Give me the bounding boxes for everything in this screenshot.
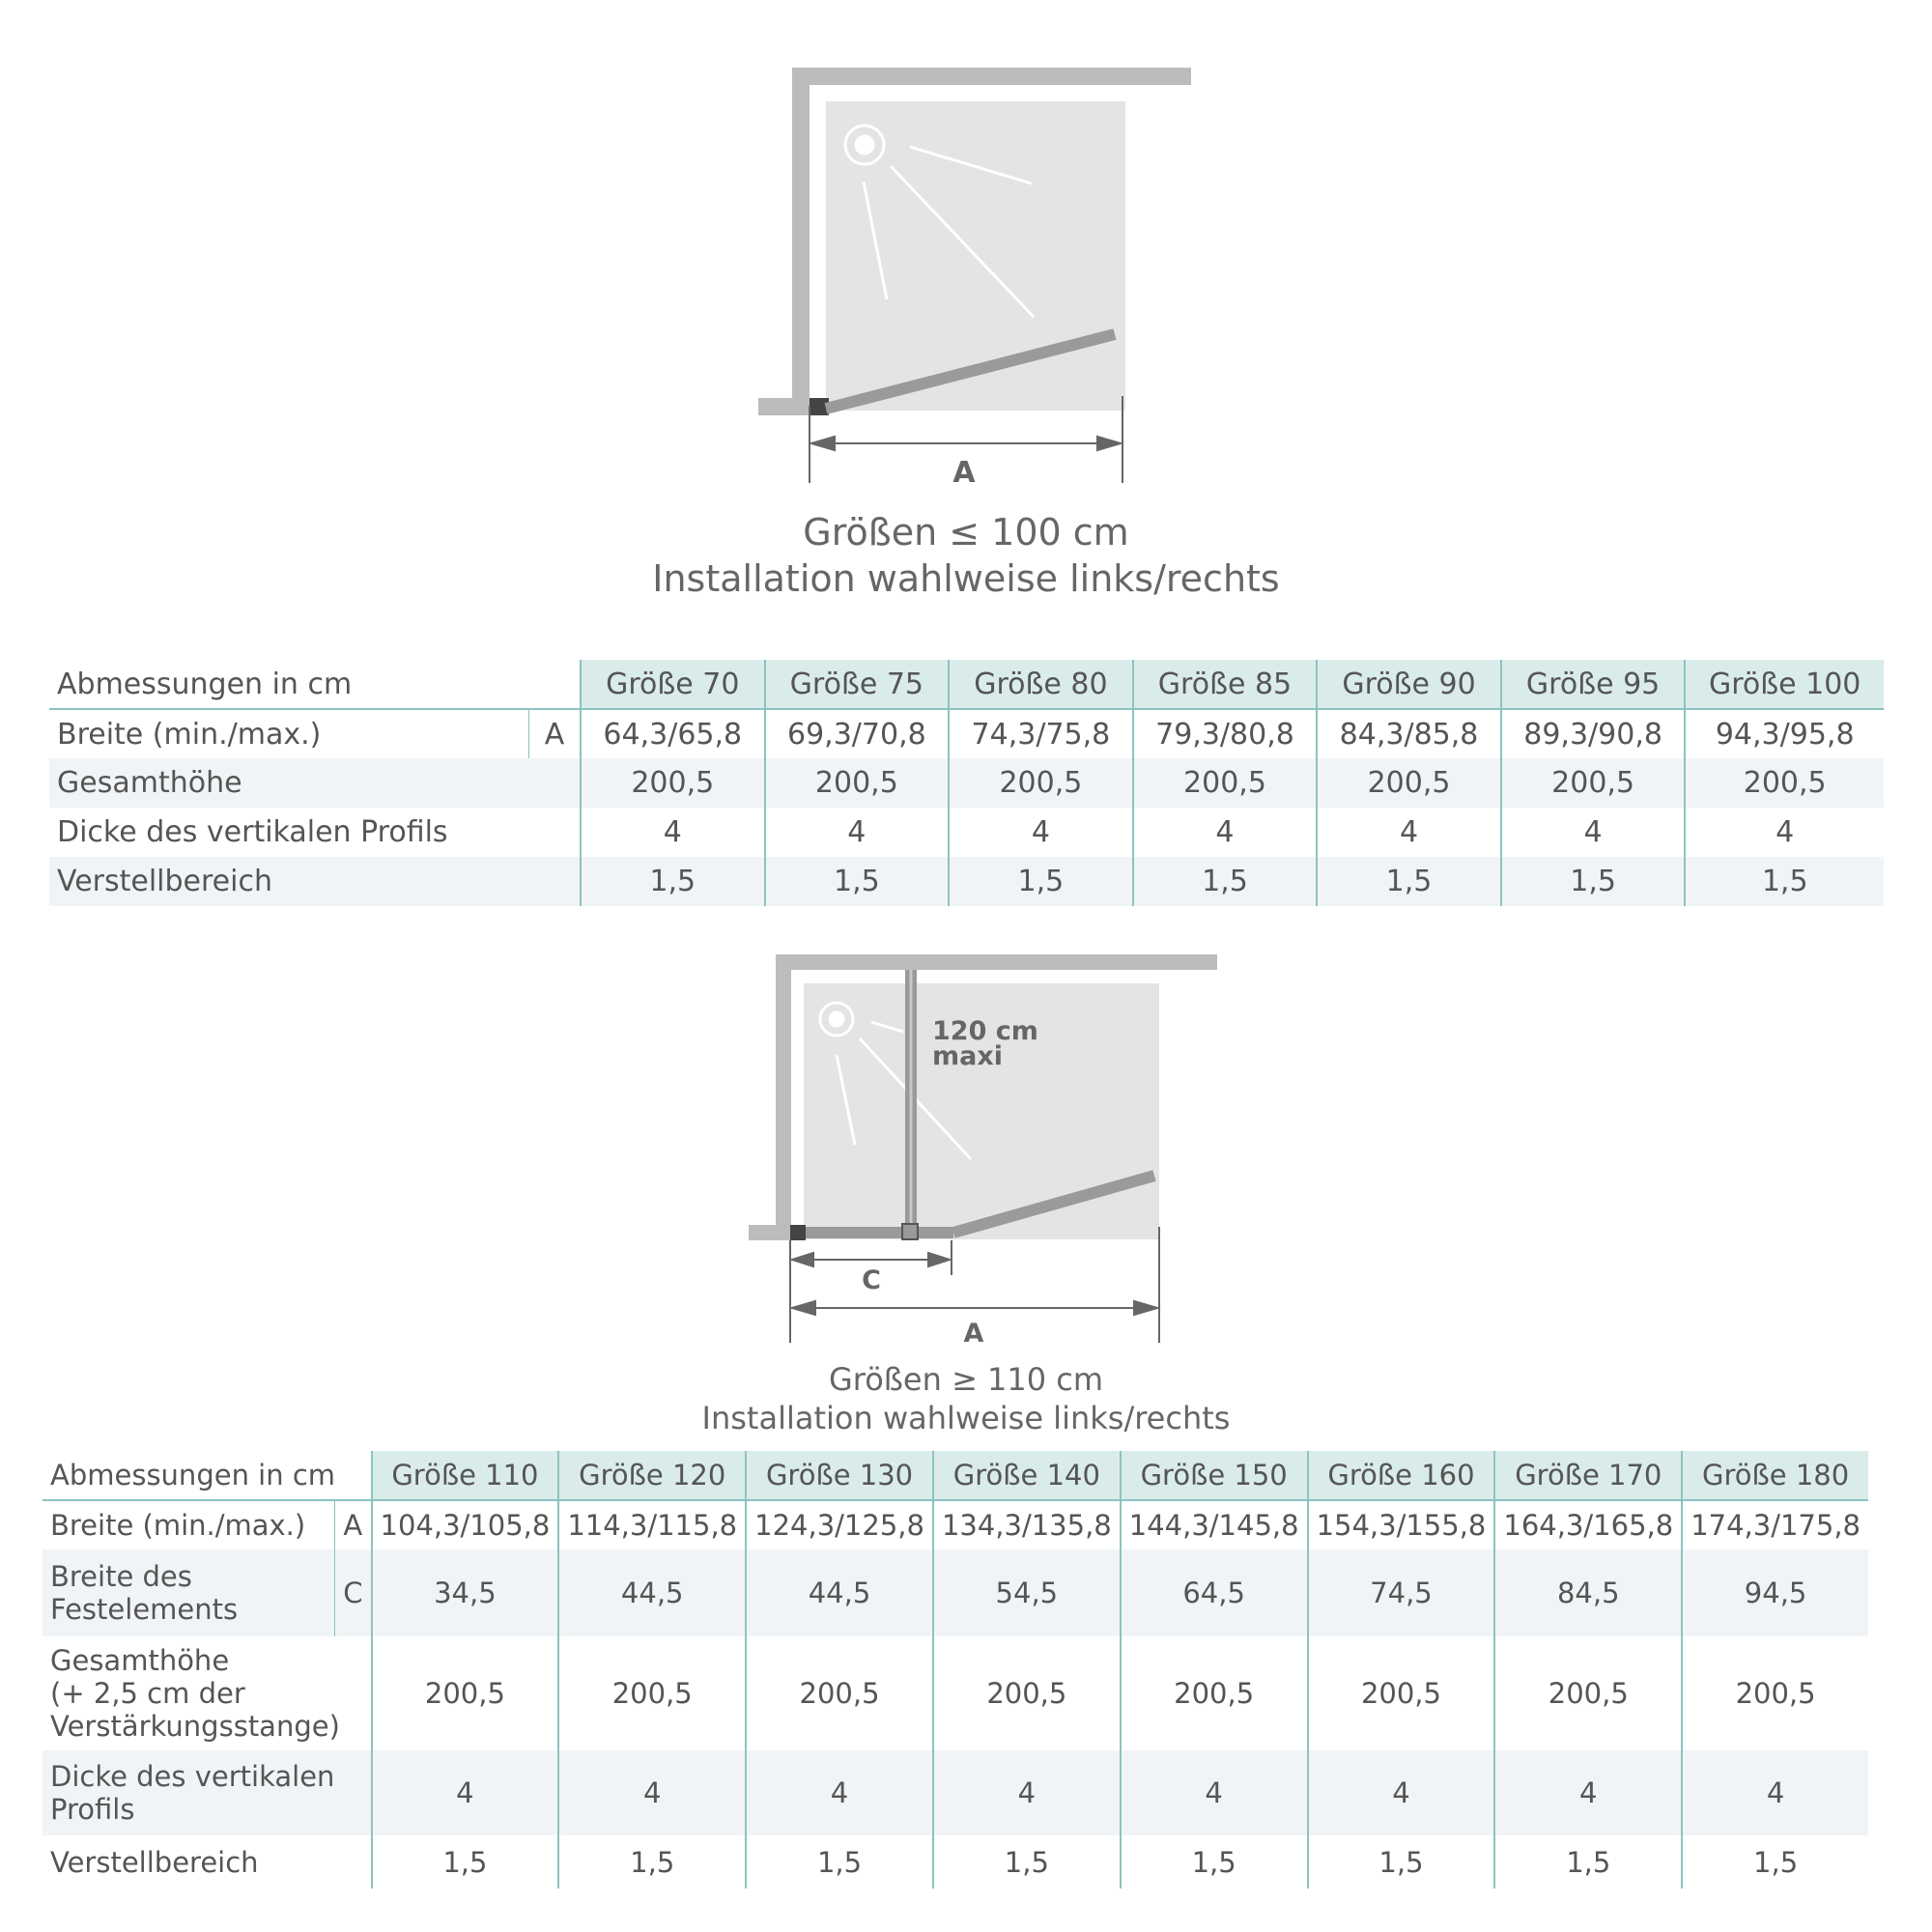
table-row	[43, 1835, 1868, 1889]
table-cell: 1,5	[933, 1835, 1121, 1889]
row-label	[43, 1835, 372, 1889]
table-cell: 4	[558, 1750, 746, 1835]
header-label: Abmessungen in cm	[50, 1459, 336, 1492]
table-cell: 4	[1121, 1750, 1308, 1835]
table-header-row	[43, 1451, 1868, 1500]
size-header: Größe 80	[949, 660, 1133, 709]
table-cell: 4	[1317, 808, 1501, 857]
dimension-marker: A	[529, 709, 582, 758]
row-label: Breite (min./max.)	[57, 717, 322, 752]
table-cell: 4	[1685, 808, 1884, 857]
table-cell: 1,5	[1501, 857, 1686, 906]
dimension-marker: A	[335, 1500, 372, 1549]
hinge-block	[902, 1224, 918, 1239]
row-label-line: Dicke des vertikalen	[50, 1760, 335, 1793]
table-cell: 64,3/65,8	[581, 709, 765, 758]
table-cell: 1,5	[558, 1835, 746, 1889]
max-length-label: 120 cm	[932, 1016, 1038, 1046]
dimensions-table-small	[49, 660, 1884, 906]
table-cell: 79,3/80,8	[1133, 709, 1318, 758]
table-cell: 200,5	[746, 1636, 933, 1750]
table-cell: 104,3/105,8	[372, 1500, 559, 1549]
table-cell: 1,5	[949, 857, 1133, 906]
caption-installation: Installation wahlweise links/rechts	[652, 556, 1280, 600]
table-cell: 1,5	[1685, 857, 1884, 906]
caption-small	[0, 510, 1932, 602]
size-header: Größe 75	[765, 660, 950, 709]
table-row	[43, 1750, 1868, 1835]
table-cell: 200,5	[1121, 1636, 1308, 1750]
table-cell: 1,5	[765, 857, 950, 906]
table-cell: 200,5	[1494, 1636, 1682, 1750]
caption-installation: Installation wahlweise links/rechts	[701, 1400, 1231, 1436]
table-cell: 4	[746, 1750, 933, 1835]
row-label: Gesamthöhe	[57, 766, 242, 800]
row-label	[43, 1636, 372, 1750]
table-cell: 74,5	[1308, 1549, 1495, 1636]
table-cell: 4	[933, 1750, 1121, 1835]
table-cell: 4	[581, 808, 765, 857]
row-label: Verstellbereich	[57, 865, 272, 898]
row-label-line: Breite (min./max.)	[50, 1509, 306, 1542]
table-cell: 1,5	[1308, 1835, 1495, 1889]
size-header: Größe 130	[746, 1451, 933, 1500]
shower-diagram-large	[0, 947, 1932, 1362]
dimension-a-label: A	[963, 1319, 984, 1349]
row-label-line: (+ 2,5 cm der	[50, 1677, 245, 1710]
table-cell: 4	[372, 1750, 559, 1835]
dimension-c-label: C	[862, 1265, 881, 1295]
table-cell: 64,5	[1121, 1549, 1308, 1636]
table-row	[49, 857, 1884, 906]
table-row	[49, 758, 1884, 808]
table-cell: 84,5	[1494, 1549, 1682, 1636]
table-cell: 200,5	[949, 758, 1133, 808]
table-cell: 54,5	[933, 1549, 1121, 1636]
table-cell: 200,5	[558, 1636, 746, 1750]
shower-diagram-small	[0, 0, 1932, 502]
table-cell: 4	[1494, 1750, 1682, 1835]
row-label-line: Verstellbereich	[50, 1845, 259, 1879]
table-cell: 1,5	[1317, 857, 1501, 906]
max-length-label-maxi: maxi	[932, 1041, 1004, 1071]
table-cell: 200,5	[1501, 758, 1686, 808]
table-cell: 94,3/95,8	[1685, 709, 1884, 758]
dimension-a-label: A	[952, 456, 976, 490]
size-header: Größe 180	[1682, 1451, 1868, 1500]
size-header: Größe 150	[1121, 1451, 1308, 1500]
table-cell: 164,3/165,8	[1494, 1500, 1682, 1549]
size-header: Größe 85	[1133, 660, 1318, 709]
table-cell: 84,3/85,8	[1317, 709, 1501, 758]
table-cell: 74,3/75,8	[949, 709, 1133, 758]
table-row	[43, 1549, 1868, 1636]
wall-top	[792, 68, 1191, 85]
wall-left	[792, 68, 810, 406]
profile-block	[790, 1225, 806, 1240]
caption-size-range: Größen ≤ 100 cm	[803, 511, 1129, 554]
row-label-line: Profils	[50, 1793, 135, 1826]
table-cell: 44,5	[558, 1549, 746, 1636]
table-header-row	[49, 660, 1884, 709]
table-cell: 154,3/155,8	[1308, 1500, 1495, 1549]
row-label	[43, 1750, 372, 1835]
size-header: Größe 100	[1685, 660, 1884, 709]
dimension-marker: C	[335, 1549, 372, 1636]
table-cell: 89,3/90,8	[1501, 709, 1686, 758]
table-cell: 200,5	[1133, 758, 1318, 808]
table-cell: 4	[949, 808, 1133, 857]
table-cell: 174,3/175,8	[1682, 1500, 1868, 1549]
size-header: Größe 95	[1501, 660, 1686, 709]
table-cell: 4	[1133, 808, 1318, 857]
table-cell: 4	[1308, 1750, 1495, 1835]
table-cell: 1,5	[746, 1835, 933, 1889]
wall-bottom-stub	[758, 398, 809, 415]
row-label	[43, 1500, 335, 1549]
wall-left	[776, 954, 791, 1230]
size-header: Größe 160	[1308, 1451, 1495, 1500]
table-cell: 1,5	[1494, 1835, 1682, 1889]
row-label-line: Verstärkungsstange)	[50, 1710, 340, 1743]
row-label-line: Gesamthöhe	[50, 1644, 230, 1677]
table-cell: 114,3/115,8	[558, 1500, 746, 1549]
table-row	[49, 808, 1884, 857]
table-cell: 1,5	[1133, 857, 1318, 906]
size-header: Größe 170	[1494, 1451, 1682, 1500]
table-cell: 4	[1501, 808, 1686, 857]
table-cell: 200,5	[765, 758, 950, 808]
table-row	[49, 709, 1884, 758]
caption-large	[0, 1360, 1932, 1437]
table-row	[43, 1500, 1868, 1549]
table-cell: 200,5	[1308, 1636, 1495, 1750]
wall-top	[776, 954, 1217, 970]
size-header: Größe 110	[372, 1451, 559, 1500]
table-cell: 1,5	[1121, 1835, 1308, 1889]
table-cell: 200,5	[372, 1636, 559, 1750]
row-label	[43, 1549, 335, 1636]
size-header: Größe 140	[933, 1451, 1121, 1500]
row-label-line: Festelements	[50, 1593, 239, 1626]
table-cell: 200,5	[1317, 758, 1501, 808]
table-cell: 94,5	[1682, 1549, 1868, 1636]
size-header: Größe 90	[1317, 660, 1501, 709]
dimensions-table-large	[43, 1451, 1868, 1889]
table-cell: 200,5	[581, 758, 765, 808]
row-label: Dicke des vertikalen Profils	[57, 815, 448, 849]
table-cell: 124,3/125,8	[746, 1500, 933, 1549]
table-cell: 134,3/135,8	[933, 1500, 1121, 1549]
table-cell: 144,3/145,8	[1121, 1500, 1308, 1549]
row-label-line: Breite des	[50, 1560, 192, 1593]
table-cell: 69,3/70,8	[765, 709, 950, 758]
table-cell: 200,5	[1682, 1636, 1868, 1750]
table-cell: 1,5	[581, 857, 765, 906]
table-cell: 4	[1682, 1750, 1868, 1835]
size-header: Größe 70	[581, 660, 765, 709]
table-cell: 44,5	[746, 1549, 933, 1636]
table-cell: 200,5	[1685, 758, 1884, 808]
table-cell: 4	[765, 808, 950, 857]
size-header: Größe 120	[558, 1451, 746, 1500]
table-cell: 200,5	[933, 1636, 1121, 1750]
table-row	[43, 1636, 1868, 1750]
caption-size-range: Größen ≥ 110 cm	[828, 1361, 1104, 1398]
header-label: Abmessungen in cm	[57, 667, 353, 701]
table-cell: 34,5	[372, 1549, 559, 1636]
table-cell: 1,5	[1682, 1835, 1868, 1889]
table-cell: 1,5	[372, 1835, 559, 1889]
